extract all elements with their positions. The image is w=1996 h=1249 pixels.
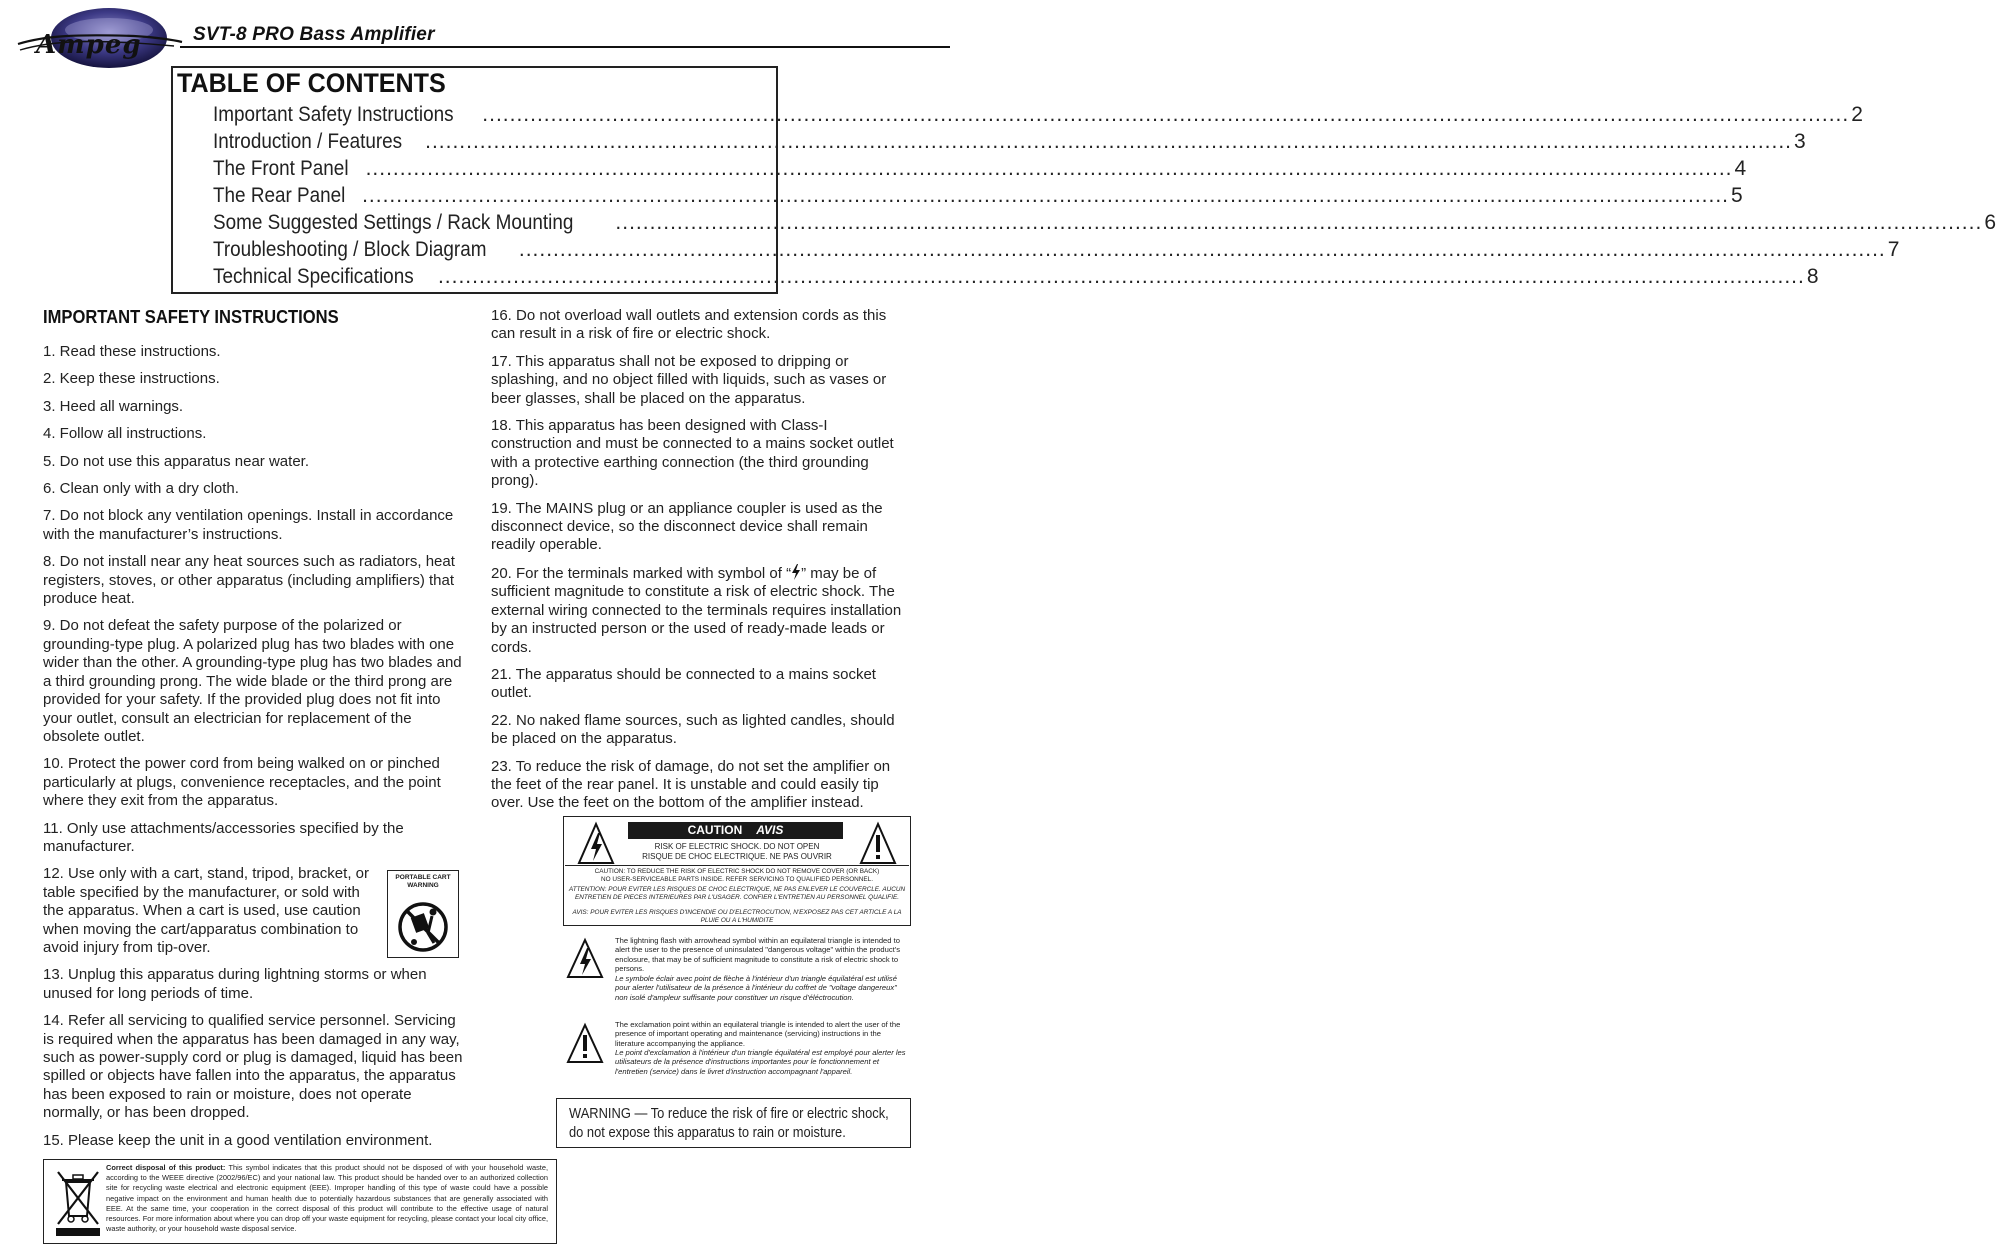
instruction-item: 14. Refer all servicing to qualified service personnel. Servicing is required when the apparatus has been damaged in any way, such as power-supply cord or plug is damaged, liquid has been spilled or objects have fallen into the apparatus, the apparatus has been exposed to rain or moisture, does not operate normally, or has been dropped. [43, 1012, 463, 1122]
toc-entry-label: Technical Specifications [213, 265, 414, 288]
caution-fr-1: ATTENTION: POUR EVITER LES RISQUES DE CHOC ELECTRIQUE, NE PAS ENLEVER LE COUVERCLE. AUCUN ENTRETIEN DE PIECES INTERIEURES PAR L'USAGER. CONFIER L'ENTRETIEN AU PERSONNEL QUALIFIE. [568, 886, 906, 901]
disposal-lead: Correct disposal of this product: [106, 1163, 226, 1172]
toc-entry [213, 238, 1900, 264]
instruction-item: 5. Do not use this apparatus near water. [43, 452, 309, 470]
toc-entry [213, 265, 1819, 291]
instruction-item: 15. Please keep the unit in a good ventilation environment. [43, 1131, 433, 1149]
toc-entry-label: The Rear Panel [213, 184, 346, 207]
header-rule [180, 46, 950, 48]
caution-divider [565, 865, 909, 866]
toc-entry [213, 211, 1996, 237]
toc-entry-label: Introduction / Features [213, 130, 403, 153]
toc-entry-page: 4 [1734, 157, 1747, 180]
safety-left-column [43, 343, 463, 1159]
safety-right-column [491, 307, 911, 822]
toc-entry-page: 5 [1731, 184, 1743, 207]
instruction-item: 3. Heed all warnings. [43, 397, 184, 415]
toc-entry-page: 6 [1984, 211, 1996, 234]
caution-label: CAUTION [687, 823, 743, 837]
toc-leader-dots: ........................................................................................................................................................................................................ [425, 130, 1793, 153]
instruction-item: 4. Follow all instructions. [43, 425, 207, 443]
exclamation-text-fr: Le point d'exclamation à l'intérieur d'un triangle équilatéral est employé pour alerter les utilisateurs de la présence d'instructions importantes pour le fonctionnement et l'entretien (service) dans le livret d'instruction accompagnant l'appareil. [615, 1048, 906, 1076]
cart-tip-over-icon [388, 871, 460, 959]
instruction-item: 18. This apparatus has been designed with Class-I construction and must be connected to a mains socket outlet with a protective earthing connection (the third grounding prong). [491, 417, 894, 490]
caution-bar [628, 822, 843, 839]
item20-text-b: ” may be of sufficient magnitude to constitute a risk of electric shock. The external wiring connected to the terminals requires installation by an instructed person or the used of ready-made leads or cords. [491, 564, 902, 656]
exclamation-triangle-icon [858, 821, 898, 867]
instruction-item: 9. Do not defeat the safety purpose of the polarized or grounding-type plug. A polarized plug has two blades with one wider than the other. A grounding-type plug has two blades and a third grounding prong. The wide blade or the third prong are provided for your safety. If the provided plug does not fit into your outlet, consult an electrician for replacement of the obsolete outlet. [43, 617, 462, 745]
lightning-symbol-icon [791, 564, 801, 580]
exclamation-explanation [563, 1018, 911, 1092]
toc-entry-page: 7 [1887, 238, 1900, 261]
lightning-text-fr: Le symbole éclair avec point de flèche à l'intérieur d'un triangle équilatéral est utilisé pour alerter l'utilisateur de la présence à l'intérieur du coffret de "voltage dangereux" non isolé d'ampleur suffisante pour constituer un risque d'éléctrocution. [615, 974, 897, 1002]
toc-entry [213, 130, 1806, 156]
lightning-triangle-icon [565, 937, 605, 981]
cart-warning-label: PORTABLE CART WARNING [395, 874, 451, 889]
toc-leader-dots: ........................................................................................................................................................................................................ [437, 265, 1805, 288]
instruction-item: 12. Use only with a cart, stand, tripod, bracket, or table specified by the manufacturer, or sold with the apparatus. When a cart is used, use caution when moving the cart/apparatus combination to avoid injury from tip-over. [43, 865, 369, 956]
toc-leader-dots: ........................................................................................................................................................................................................ [615, 211, 1983, 234]
toc-entry-page: 3 [1794, 130, 1806, 153]
caution-label-fr: AVIS [756, 823, 784, 837]
toc-entry-page: 8 [1806, 265, 1819, 288]
toc-leader-dots: ........................................................................................................................................................................................................ [482, 103, 1850, 126]
instruction-item: 7. Do not block any ventilation openings. Install in accordance with the manufacturer’s instructions. [43, 507, 454, 543]
instruction-item: 17. This apparatus shall not be exposed to dripping or splashing, and no object filled with liquids, such as vases or beer glasses, shall be placed on the apparatus. [491, 352, 887, 407]
instruction-item: 16. Do not overload wall outlets and extension cords as this can result in a risk of fire or electric shock. [491, 307, 887, 343]
lightning-triangle-icon [576, 821, 616, 867]
instruction-item: 21. The apparatus should be connected to a mains socket outlet. [491, 665, 876, 702]
toc-entry [213, 103, 1863, 129]
portable-cart-warning [387, 870, 459, 958]
toc-leader-dots: ........................................................................................................................................................................................................ [518, 238, 1886, 261]
lightning-text-en: The lightning flash with arrowhead symbol within an equilateral triangle is intended to alert the user to the presence of uninsulated "dangerous voltage" within the product's enclosure, that may be of sufficient magnitude to constitute a risk of electric shock to persons. [615, 936, 901, 974]
caution-line-en: RISK OF ELECTRIC SHOCK. DO NOT OPEN [654, 842, 820, 851]
lightning-explanation [563, 934, 911, 1014]
ampeg-logo [14, 6, 184, 70]
item20-text-a: 20. For the terminals marked with symbol of “ [491, 564, 792, 582]
toc-title: TABLE OF CONTENTS [177, 68, 446, 98]
exclamation-triangle-icon [565, 1022, 605, 1066]
weee-crossed-bin-icon [52, 1168, 104, 1238]
caution-line-fr: RISQUE DE CHOC ELECTRIQUE. NE PAS OUVRIR [642, 852, 832, 861]
instruction-item: 10. Protect the power cord from being walked on or pinched particularly at plugs, convenience receptacles, and the point where they exit from the apparatus. [43, 755, 441, 810]
instruction-item: 19. The MAINS plug or an appliance coupler is used as the disconnect device, so the disconnect device shall remain readily operable. [491, 499, 883, 554]
disposal-text [106, 1163, 548, 1234]
toc-leader-dots: ........................................................................................................................................................................................................ [362, 184, 1729, 207]
caution-en-1: CAUTION: TO REDUCE THE RISK OF ELECTRIC SHOCK DO NOT REMOVE COVER (OR BACK) [594, 868, 880, 875]
toc-entry-label: Some Suggested Settings / Rack Mounting [213, 211, 574, 234]
instruction-item: 23. To reduce the risk of damage, do not set the amplifier on the feet of the rear panel. It is unstable and could easily tip over. Use the feet on the bottom of the amplifier instead. [491, 757, 891, 812]
instruction-item: 2. Keep these instructions. [43, 370, 220, 388]
disposal-body: This symbol indicates that this product should not be disposed of with your household waste, according to the WEEE directive (2002/96/EC) and your national law. This product should be handed over to an authorized collection site for recycling waste electrical and electronic equipment (EEE). Improper handling of this type of waste could have a possible negative impact on the environment and human health due to potentially hazardous substances that are generally associated with EEE. At the same time, your cooperation in the correct disposal of this product will contribute to the effective usage of natural resources. For more information about where you can drop off your waste equipment for recycling, please contact your local city office, waste authority, or your household waste disposal service. [106, 1163, 549, 1234]
safety-heading: IMPORTANT SAFETY INSTRUCTIONS [43, 307, 339, 327]
toc-entry [213, 184, 1743, 210]
warning-text: WARNING — To reduce the risk of fire or electric shock, do not expose this apparatus to rain or moisture. [569, 1105, 889, 1141]
toc-entry-label: The Front Panel [213, 157, 349, 180]
instruction-item: 11. Only use attachments/accessories specified by the manufacturer. [43, 819, 404, 855]
logo-text: Ampeg [36, 30, 142, 60]
document-title: SVT-8 PRO Bass Amplifier [193, 24, 435, 45]
caution-fr-2: AVIS: POUR EVITER LES RISQUES D'INCENDIE OU D'ELECTROCUTION, N'EXPOSEZ PAS CET ARTICLE A LA PLUIE OU A L'HUMIDITE [572, 909, 902, 924]
caution-en-2: NO USER-SERVICEABLE PARTS INSIDE. REFER SERVICING TO QUALIFIED PERSONNEL. [600, 876, 874, 883]
toc-entry-label: Troubleshooting / Block Diagram [213, 238, 487, 261]
instruction-item: 1. Read these instructions. [43, 343, 221, 360]
toc-entry [213, 157, 1747, 183]
instruction-item: 6. Clean only with a dry cloth. [43, 480, 239, 498]
toc-entry-page: 2 [1851, 103, 1863, 126]
instruction-item: 13. Unplug this apparatus during lightning storms or when unused for long periods of time. [43, 966, 427, 1002]
instruction-item: 22. No naked flame sources, such as lighted candles, should be placed on the apparatus. [491, 711, 895, 748]
instruction-item-20 [491, 564, 911, 657]
instruction-item: 8. Do not install near any heat sources such as radiators, heat registers, stoves, or other apparatus (including amplifiers) that produce heat. [43, 553, 455, 608]
toc-leader-dots: ........................................................................................................................................................................................................ [365, 157, 1733, 180]
exclamation-text-en: The exclamation point within an equilateral triangle is intended to alert the user of the presence of important operating and maintenance (servicing) instructions in the literature accompanying the appliance. [615, 1020, 901, 1048]
toc-entry-label: Important Safety Instructions [213, 103, 454, 126]
